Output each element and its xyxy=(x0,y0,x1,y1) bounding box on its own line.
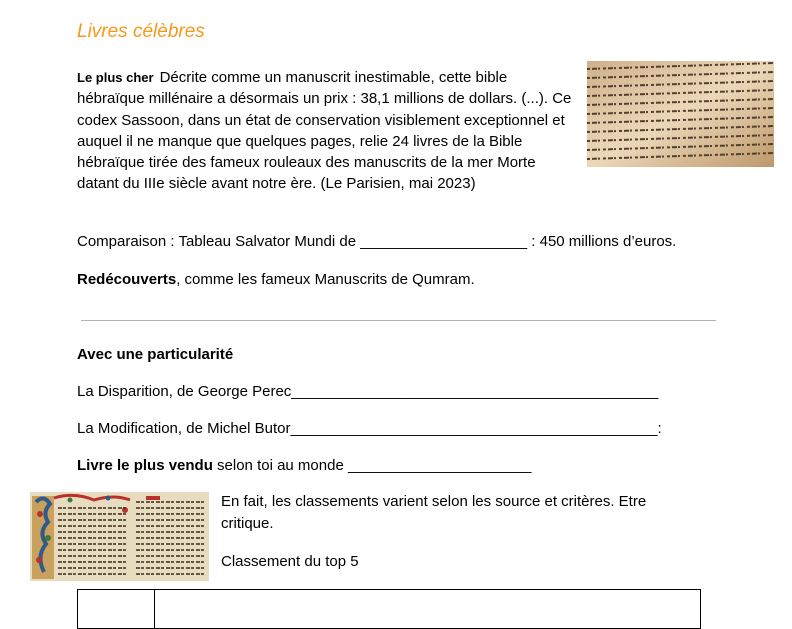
rediscovered-text: , comme les fameux Manuscrits de Qumram. xyxy=(176,271,475,288)
rediscovered-line xyxy=(77,271,475,288)
comparison-value: : 450 millions d’euros. xyxy=(531,233,677,250)
top5-label: Classement du top 5 xyxy=(221,553,359,570)
comparison-line xyxy=(77,233,676,250)
illuminated-bible-image xyxy=(30,492,209,581)
most-expensive-body: Décrite comme un manuscrit inestimable, cette bible hébraïque millénaire a désormais un prix : 38,1 millions de dollars. (...). Ce codex Sassoon, dans un état de conservation visiblement exceptionnel et auquel il ne manque que quelques pages, relie 24 livres de la Bible hébraïque tirée des fameux rouleaux des manuscrits de la mer Morte datant du IIIe siècle avant notre ère. (Le Parisien, mai 2023) xyxy=(77,69,572,193)
modification-blank: ____________________________________________ xyxy=(290,420,658,437)
best-seller-blank: ______________________ xyxy=(347,457,532,474)
table-row xyxy=(78,590,701,629)
disparition-blank: ____________________________________________ xyxy=(291,383,659,400)
top5-table xyxy=(77,589,701,629)
section-divider xyxy=(81,320,716,321)
modification-line xyxy=(77,420,662,437)
comparison-text: Comparaison : Tableau Salvator Mundi de xyxy=(77,233,357,250)
disparition-text: La Disparition, de George Perec xyxy=(77,383,292,400)
hebrew-manuscript-image xyxy=(587,61,774,167)
page-title: Livres célèbres xyxy=(77,21,205,42)
table-cell-rank[interactable] xyxy=(78,590,155,629)
rankings-note: En fait, les classements varient selon les source et critères. Etre critique. xyxy=(221,493,647,532)
modification-text: La Modification, de Michel Butor xyxy=(77,420,291,437)
particularity-heading: Avec une particularité xyxy=(77,346,234,363)
rediscovered-bold: Redécouverts xyxy=(77,271,177,288)
comparison-blank: ____________________ xyxy=(360,233,528,250)
modification-suffix: : xyxy=(657,420,662,437)
best-seller-bold: Livre le plus vendu xyxy=(77,457,213,474)
table-cell-title[interactable] xyxy=(155,590,701,629)
most-expensive-paragraph xyxy=(77,67,577,195)
disparition-line xyxy=(77,383,658,400)
most-expensive-lead: Le plus cher xyxy=(77,70,154,85)
best-seller-line xyxy=(77,457,532,474)
best-seller-text: selon toi au monde xyxy=(212,457,344,474)
